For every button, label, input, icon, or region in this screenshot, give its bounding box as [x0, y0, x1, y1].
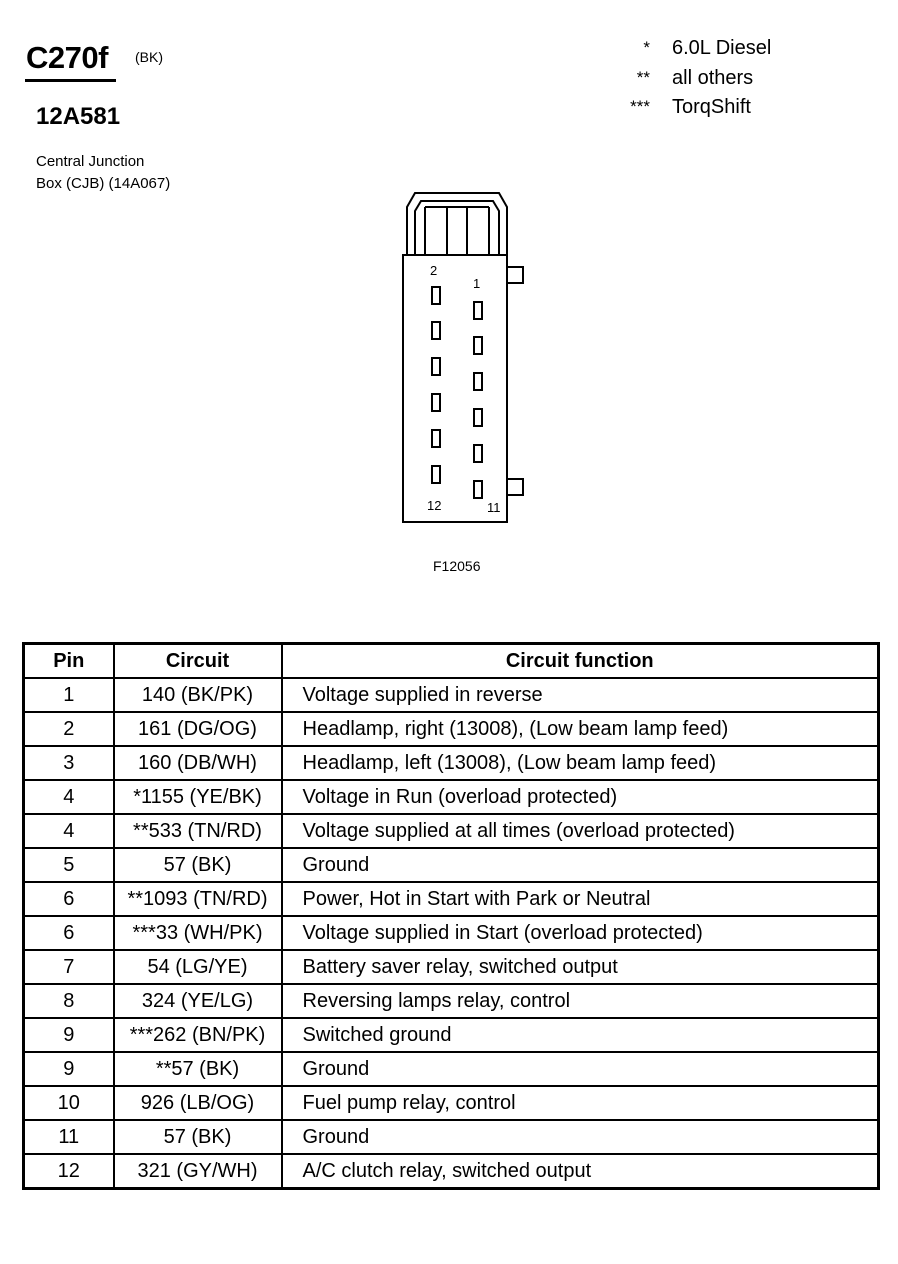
function-cell: Reversing lamps relay, control — [282, 984, 879, 1018]
circuit-cell: 140 (BK/PK) — [114, 678, 282, 712]
pin-cavity — [474, 337, 482, 354]
table-row — [24, 746, 879, 780]
table-row — [24, 916, 879, 950]
pin-cell: 7 — [24, 950, 114, 984]
pin-cell: 10 — [24, 1086, 114, 1120]
function-cell: Voltage supplied in Start (overload protected) — [282, 916, 879, 950]
pin-cavity — [474, 481, 482, 498]
circuit-cell: 161 (DG/OG) — [114, 712, 282, 746]
circuit-cell: **57 (BK) — [114, 1052, 282, 1086]
pin-cell: 6 — [24, 916, 114, 950]
circuit-cell: 324 (YE/LG) — [114, 984, 282, 1018]
header-pin: Pin — [24, 644, 114, 679]
pin-cell: 5 — [24, 848, 114, 882]
pin-cavity — [432, 466, 440, 483]
circuit-cell: ***262 (BN/PK) — [114, 1018, 282, 1052]
table-row — [24, 848, 879, 882]
function-cell: Ground — [282, 848, 879, 882]
connector-face-diagram — [395, 185, 535, 530]
table-row — [24, 712, 879, 746]
connector-side-tab-bottom — [507, 479, 523, 495]
connector-id: C270f — [26, 40, 108, 75]
circuit-cell: 57 (BK) — [114, 848, 282, 882]
function-cell: Voltage in Run (overload protected) — [282, 780, 879, 814]
pin-cell: 8 — [24, 984, 114, 1018]
pin-cell: 9 — [24, 1052, 114, 1086]
legend-text: TorqShift — [672, 96, 751, 118]
pin-cell: 4 — [24, 780, 114, 814]
connector-color: (BK) — [135, 49, 163, 65]
pin-cavity — [432, 287, 440, 304]
circuit-cell: **1093 (TN/RD) — [114, 882, 282, 916]
pin-cell: 3 — [24, 746, 114, 780]
table-row — [24, 1154, 879, 1189]
pin-cavity — [474, 302, 482, 319]
circuit-cell: 54 (LG/YE) — [114, 950, 282, 984]
circuit-cell: 57 (BK) — [114, 1120, 282, 1154]
pin-cell: 12 — [24, 1154, 114, 1189]
function-cell: Ground — [282, 1120, 879, 1154]
connector-description-line1: Central Junction — [36, 153, 145, 170]
function-cell: Voltage supplied in reverse — [282, 678, 879, 712]
function-cell: Battery saver relay, switched output — [282, 950, 879, 984]
connector-description-line2: Box (CJB) (14A067) — [36, 175, 171, 192]
table-row — [24, 1120, 879, 1154]
function-cell: A/C clutch relay, switched output — [282, 1154, 879, 1189]
pinout-table — [22, 642, 880, 1190]
pin-cell: 6 — [24, 882, 114, 916]
pin-cavity — [432, 430, 440, 447]
circuit-cell: 321 (GY/WH) — [114, 1154, 282, 1189]
connector-latch — [407, 193, 507, 255]
table-row — [24, 882, 879, 916]
header-circuit-function: Circuit function — [282, 644, 879, 679]
pin-cavity — [474, 445, 482, 462]
function-cell: Ground — [282, 1052, 879, 1086]
connector-id-underline — [25, 79, 116, 82]
pin-label-bottom-left: 12 — [427, 498, 442, 513]
pin-cavity — [474, 409, 482, 426]
pin-cell: 11 — [24, 1120, 114, 1154]
circuit-cell: 160 (DB/WH) — [114, 746, 282, 780]
table-row — [24, 1018, 879, 1052]
circuit-cell: *1155 (YE/BK) — [114, 780, 282, 814]
legend-symbol: ** — [636, 68, 650, 87]
legend-text: 6.0L Diesel — [672, 37, 772, 59]
connector-latch-inner — [415, 201, 499, 255]
function-cell: Headlamp, right (13008), (Low beam lamp feed) — [282, 712, 879, 746]
legend-text: all others — [672, 67, 754, 89]
table-row — [24, 1086, 879, 1120]
function-cell: Switched ground — [282, 1018, 879, 1052]
part-number: 12A581 — [36, 103, 121, 130]
pin-cell: 1 — [24, 678, 114, 712]
table-row — [24, 984, 879, 1018]
connector-side-tab-top — [507, 267, 523, 283]
pin-cell: 2 — [24, 712, 114, 746]
pin-cavity — [474, 373, 482, 390]
pin-cavity — [432, 358, 440, 375]
pin-cavity — [432, 322, 440, 339]
function-cell: Voltage supplied at all times (overload protected) — [282, 814, 879, 848]
pin-cell: 4 — [24, 814, 114, 848]
table-row — [24, 780, 879, 814]
pin-label-top-left: 2 — [430, 263, 438, 278]
circuit-cell: **533 (TN/RD) — [114, 814, 282, 848]
circuit-cell: 926 (LB/OG) — [114, 1086, 282, 1120]
pin-cell: 9 — [24, 1018, 114, 1052]
legend-symbol: *** — [630, 97, 650, 116]
pin-cavity — [432, 394, 440, 411]
table-header-row — [24, 644, 879, 679]
pin-label-bottom-right: 11 — [487, 500, 501, 515]
figure-code: F12056 — [433, 558, 481, 574]
table-row — [24, 1052, 879, 1086]
legend-symbol: * — [643, 38, 650, 57]
header-circuit: Circuit — [114, 644, 282, 679]
function-cell: Headlamp, left (13008), (Low beam lamp feed) — [282, 746, 879, 780]
table-row — [24, 814, 879, 848]
function-cell: Power, Hot in Start with Park or Neutral — [282, 882, 879, 916]
circuit-cell: ***33 (WH/PK) — [114, 916, 282, 950]
pin-label-top-right: 1 — [473, 276, 481, 291]
table-row — [24, 950, 879, 984]
connector-body — [403, 255, 507, 522]
table-row — [24, 678, 879, 712]
function-cell: Fuel pump relay, control — [282, 1086, 879, 1120]
